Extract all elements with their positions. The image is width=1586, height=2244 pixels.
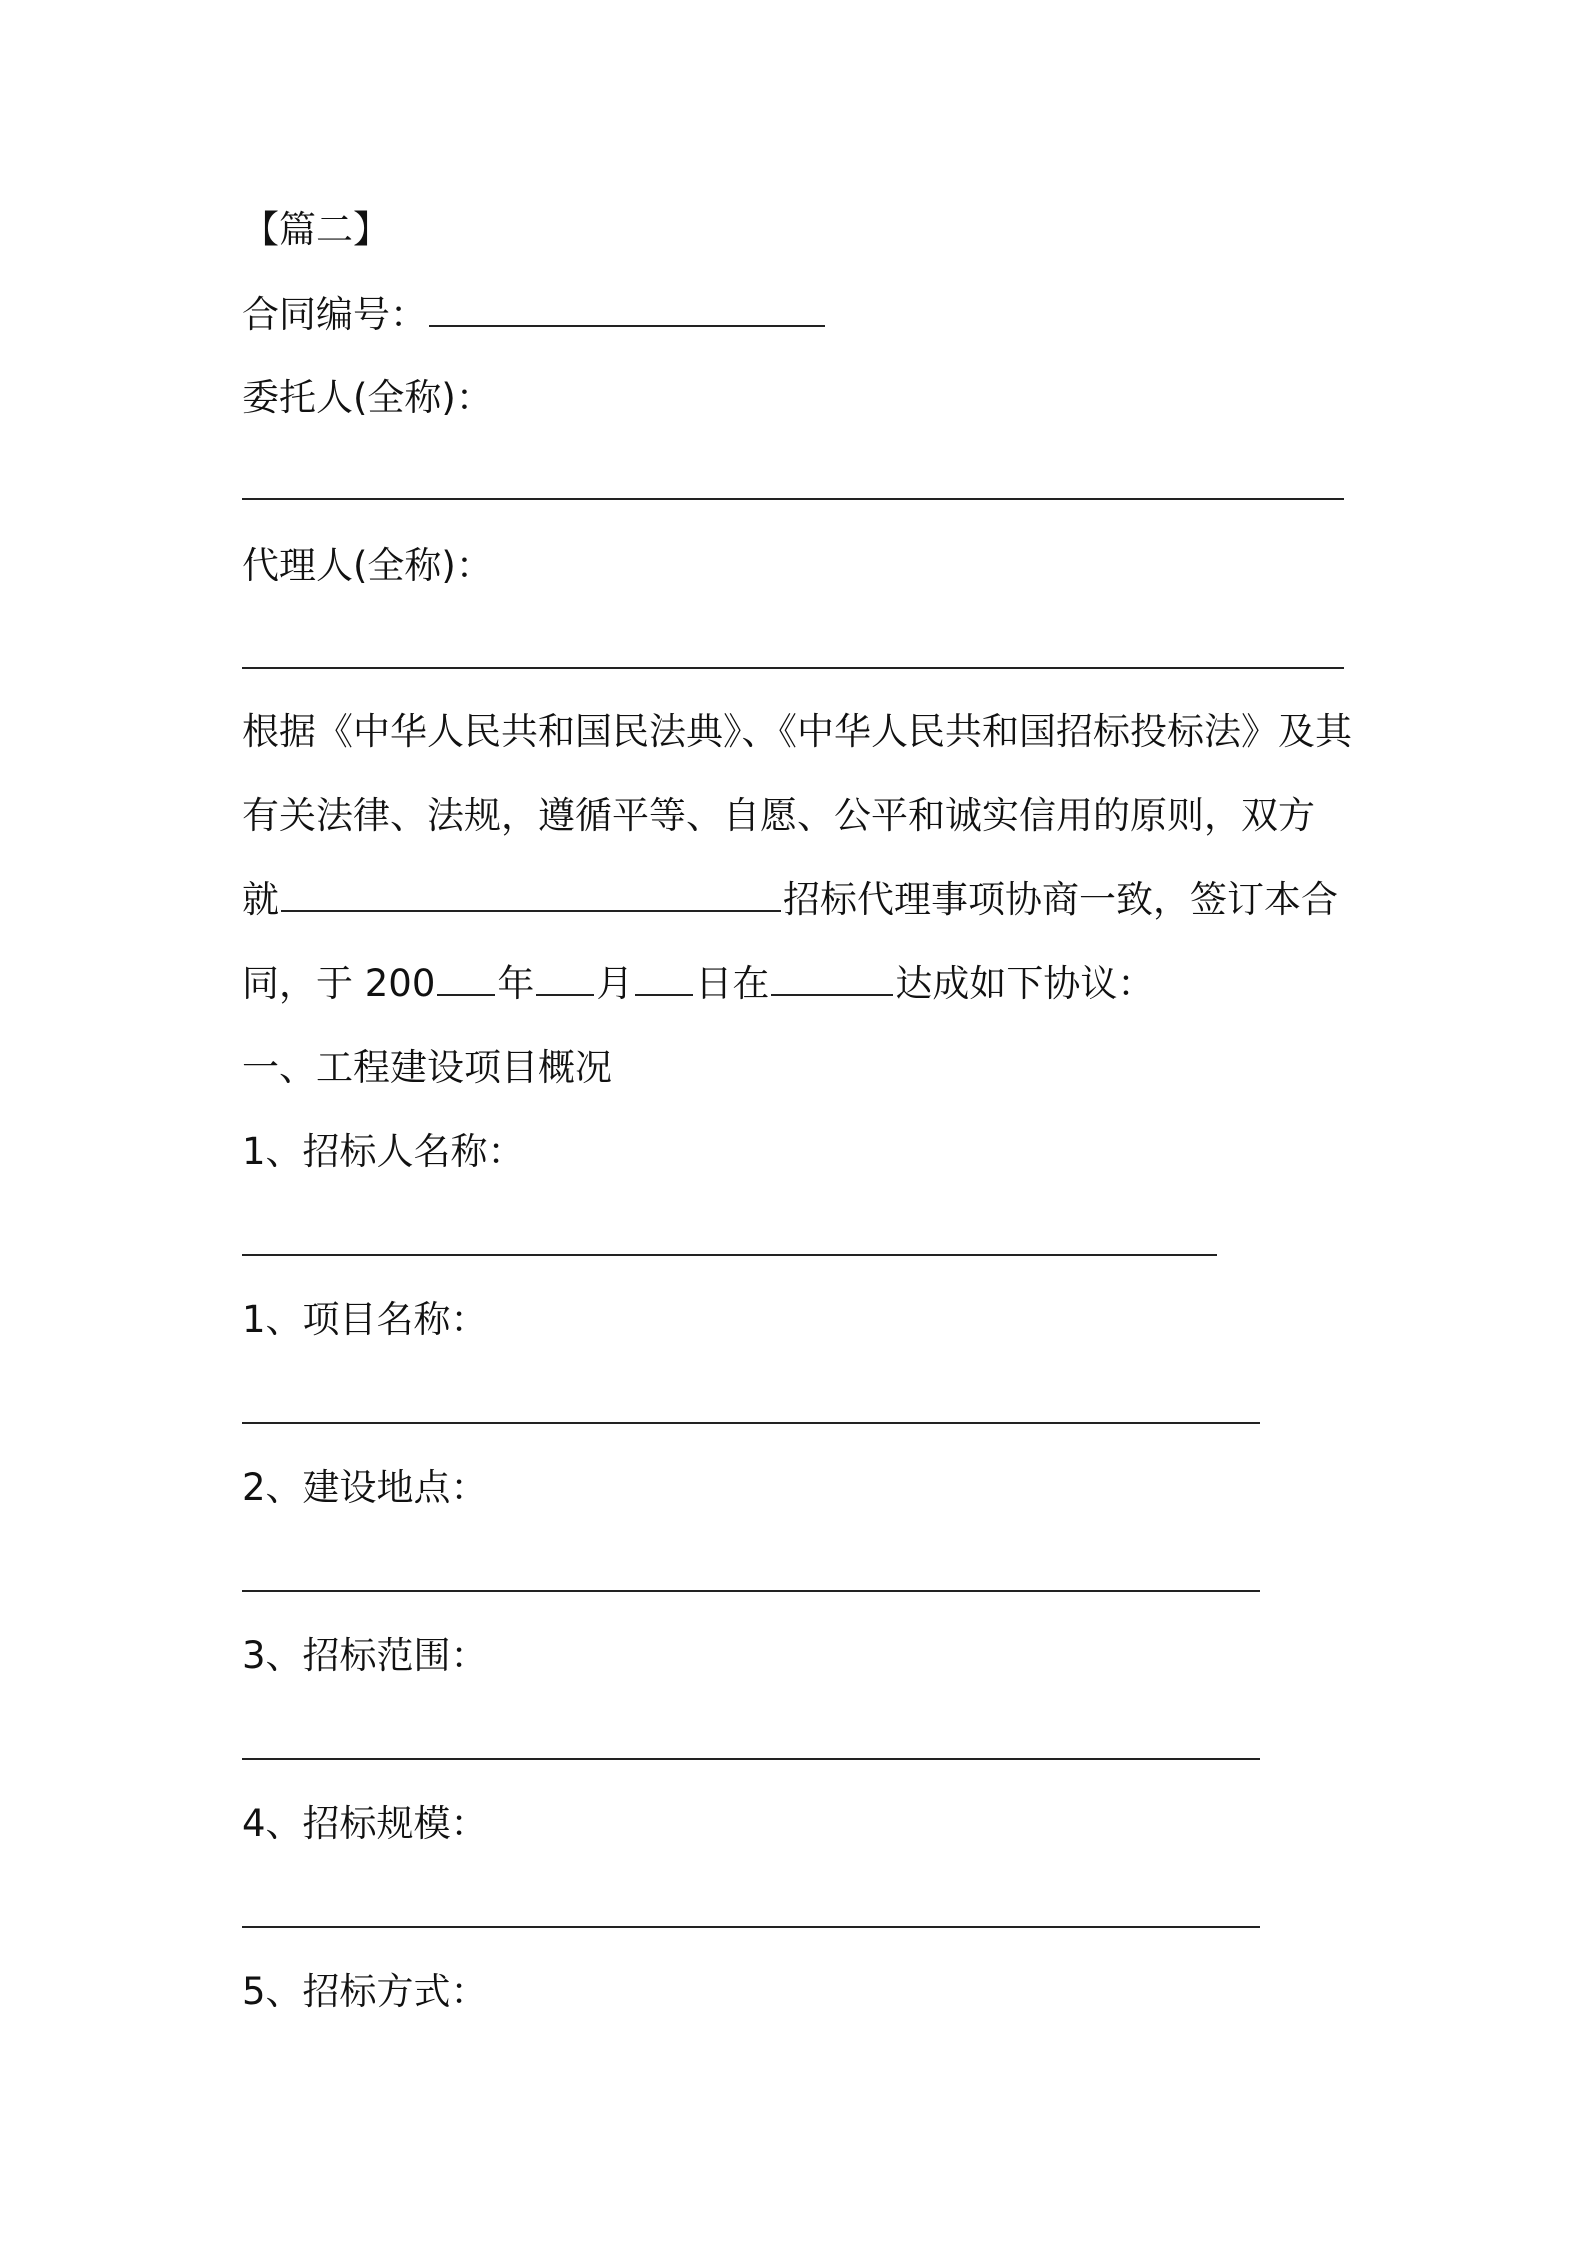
paragraph-line-3-prefix: 就 <box>242 878 279 921</box>
agent-label: 代理人(全称)： <box>242 544 493 587</box>
principal-name-blank[interactable] <box>242 498 1344 500</box>
month-blank[interactable] <box>536 993 594 996</box>
paragraph-line-3-suffix: 招标代理事项协商一致，签订本合 <box>783 878 1338 921</box>
day-blank[interactable] <box>635 993 693 996</box>
month-label: 月 <box>596 962 634 1005</box>
date-prefix: 同，于 200 <box>242 962 436 1005</box>
paragraph-line-3 <box>242 876 1338 924</box>
project-matter-blank[interactable] <box>281 909 781 912</box>
tenderer-name-blank[interactable] <box>242 1254 1217 1256</box>
contract-number-blank[interactable] <box>429 324 825 327</box>
contract-number-row <box>242 291 827 339</box>
scale-blank[interactable] <box>242 1926 1260 1928</box>
year-label: 年 <box>497 962 535 1005</box>
paragraph-line-2: 有关法律、法规，遵循平等、自愿、公平和诚实信用的原则，双方 <box>242 794 1315 837</box>
paragraph-line-1: 根据《中华人民共和国民法典》、《中华人民共和国招标投标法》及其 <box>242 710 1352 753</box>
document-heading: 【篇二】 <box>242 208 390 251</box>
scope-label: 3、招标范围： <box>242 1634 488 1677</box>
paragraph-line-4 <box>242 960 1154 1008</box>
method-label: 5、招标方式： <box>242 1970 488 2013</box>
project-name-blank[interactable] <box>242 1422 1260 1424</box>
contract-number-label: 合同编号： <box>242 293 427 336</box>
project-name-label: 1、项目名称： <box>242 1298 488 1341</box>
section-1-title: 一、工程建设项目概况 <box>242 1046 612 1089</box>
scope-blank[interactable] <box>242 1758 1260 1760</box>
tenderer-name-label: 1、招标人名称： <box>242 1130 525 1173</box>
place-blank[interactable] <box>771 993 893 996</box>
scale-label: 4、招标规模： <box>242 1802 488 1845</box>
location-label: 2、建设地点： <box>242 1466 488 1509</box>
day-label: 日在 <box>695 962 770 1005</box>
agent-name-blank[interactable] <box>242 667 1344 669</box>
date-suffix: 达成如下协议： <box>895 962 1155 1005</box>
year-blank[interactable] <box>437 993 495 996</box>
location-blank[interactable] <box>242 1590 1260 1592</box>
principal-label: 委托人(全称)： <box>242 376 493 419</box>
